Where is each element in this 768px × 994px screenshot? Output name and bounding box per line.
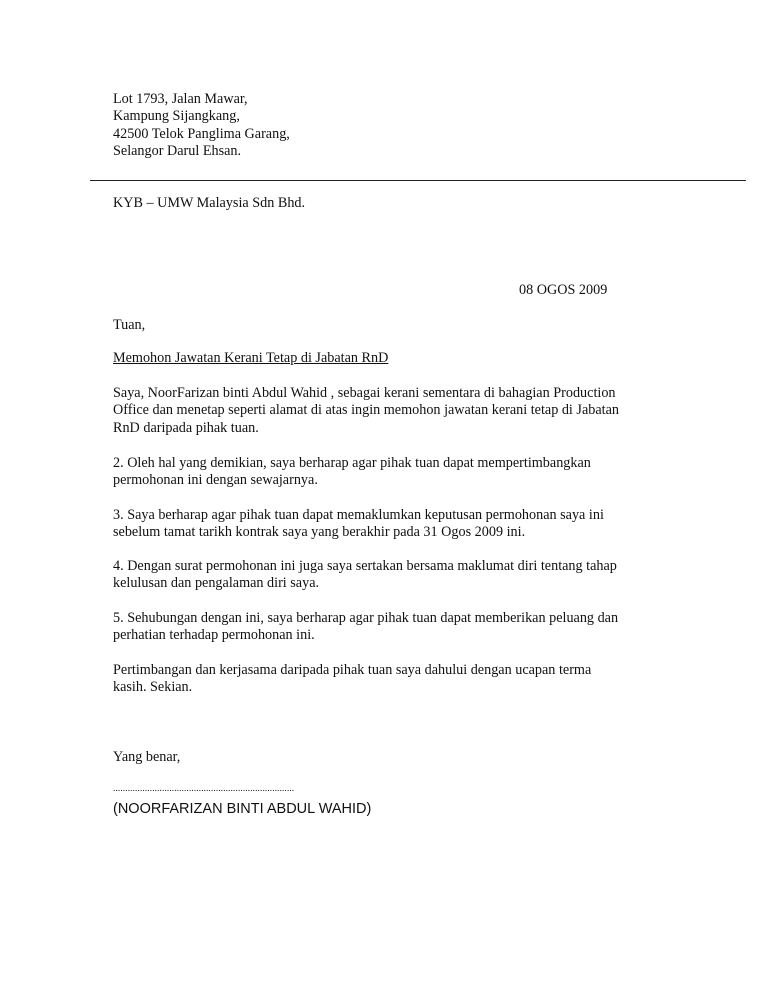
address-line: Kampung Sijangkang, [113,108,240,125]
paragraph-line: 4. Dengan surat permohonan ini juga saya sertakan bersama maklumat diri tentang tahap [113,558,617,574]
body-paragraph-2 [113,455,643,490]
letter-date: 08 OGOS 2009 [519,282,608,298]
closing: Yang benar, [113,749,181,765]
paragraph-line: RnD daripada pihak tuan. [113,419,259,436]
address-line: Selangor Darul Ehsan. [113,142,242,159]
body-paragraph-3 [113,507,643,542]
sender-address [113,91,290,160]
paragraph-line: Office dan menetap seperti alamat di atas ingin memohon jawatan kerani tetap di Jabatan [113,402,619,419]
body-paragraph-4 [113,558,643,593]
address-line: 42500 Telok Panglima Garang, [113,125,290,142]
signature-line: .......................................................................... [113,783,295,793]
salutation: Tuan, [113,317,146,333]
paragraph-line: kelulusan dan pengalaman diri saya. [113,575,320,592]
paragraph-line: Pertimbangan dan kerjasama daripada pihak tuan saya dahului dengan ucapan terma [113,662,592,678]
paragraph-line: 5. Sehubungan dengan ini, saya berharap agar pihak tuan dapat memberikan peluang dan [113,610,619,626]
recipient: KYB – UMW Malaysia Sdn Bhd. [113,195,306,211]
address-line: Lot 1793, Jalan Mawar, [113,91,248,107]
signatory-name: (NOORFARIZAN BINTI ABDUL WAHID) [113,801,372,817]
body-paragraph-6 [113,662,643,697]
paragraph-line: 3. Saya berharap agar pihak tuan dapat memaklumkan keputusan permohonan saya ini [113,507,604,523]
paragraph-line: Saya, NoorFarizan binti Abdul Wahid , sebagai kerani sementara di bahagian Production [113,385,616,401]
header-divider [90,180,746,181]
subject-line: Memohon Jawatan Kerani Tetap di Jabatan RnD [113,350,389,366]
paragraph-line: kasih. Sekian. [113,679,193,696]
paragraph-line: sebelum tamat tarikh kontrak saya yang berakhir pada 31 Ogos 2009 ini. [113,524,526,541]
paragraph-line: perhatian terhadap permohonan ini. [113,627,315,644]
body-paragraph-1 [113,385,643,437]
paragraph-line: permohonan ini dengan sewajarnya. [113,472,318,489]
paragraph-line: 2. Oleh hal yang demikian, saya berharap agar pihak tuan dapat mempertimbangkan [113,455,591,471]
body-paragraph-5 [113,610,643,645]
